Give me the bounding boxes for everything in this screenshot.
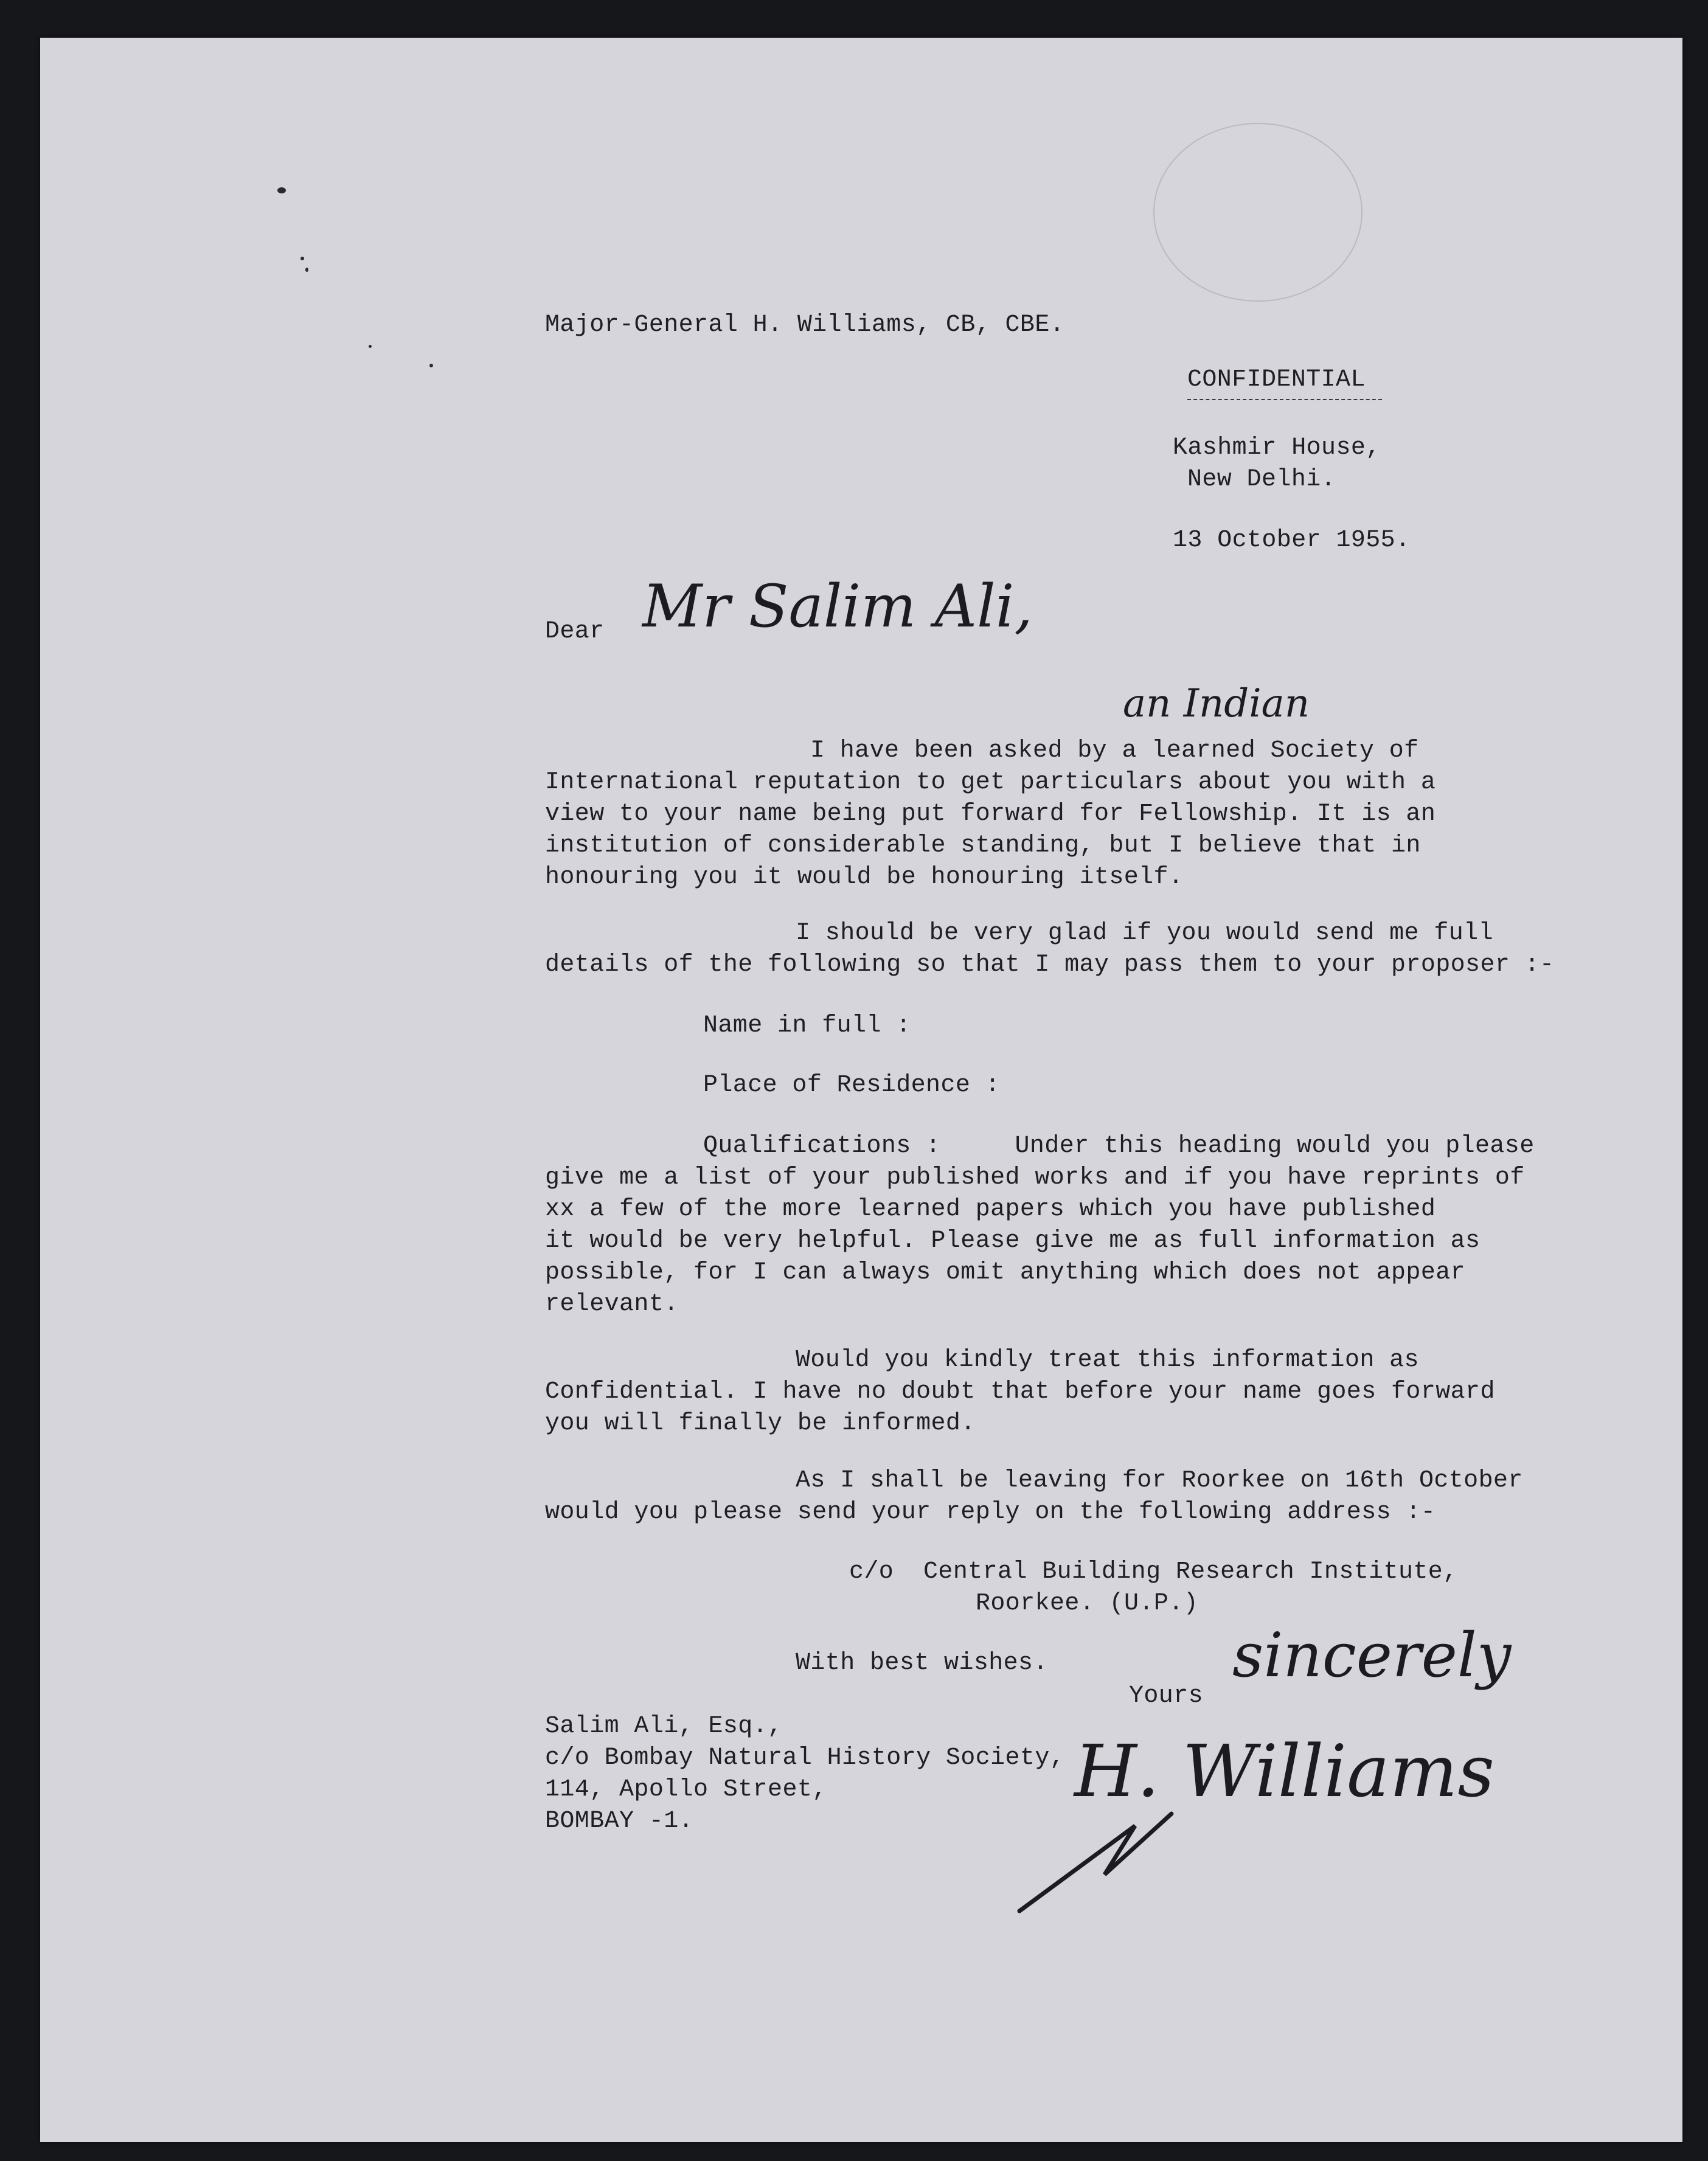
sender-address-line2: New Delhi. bbox=[1187, 466, 1336, 493]
para4-line3: you will finally be informed. bbox=[545, 1410, 976, 1437]
para1-line5: honouring you it would be honouring itself. bbox=[545, 864, 1184, 891]
field-name-in-full: Name in full : bbox=[703, 1012, 911, 1039]
para4-line2: Confidential. I have no doubt that before your name goes forward bbox=[545, 1378, 1495, 1406]
para1-line1: I have been asked by a learned Society of bbox=[810, 737, 1419, 765]
para1-line4: institution of considerable standing, but I believe that in bbox=[545, 832, 1421, 859]
qualifications-line1: Qualifications : Under this heading would you please bbox=[703, 1133, 1535, 1160]
closing-best-wishes: With best wishes. bbox=[796, 1649, 1048, 1677]
recipient-line4: BOMBAY -1. bbox=[545, 1808, 694, 1835]
reply-address-line1: c/o Central Building Research Institute, bbox=[849, 1558, 1458, 1586]
ink-speck bbox=[277, 187, 286, 193]
sender-name: Major-General H. Williams, CB, CBE. bbox=[545, 311, 1065, 339]
ink-speck bbox=[369, 345, 372, 348]
classification-underline bbox=[1187, 399, 1382, 400]
field-place-of-residence: Place of Residence : bbox=[703, 1072, 1001, 1099]
para4-line1: Would you kindly treat this information as bbox=[796, 1347, 1419, 1374]
para1-line3: view to your name being put forward for Fellowship. It is an bbox=[545, 800, 1436, 828]
para2-line1: I should be very glad if you would send me full bbox=[796, 920, 1493, 947]
sender-address-line1: Kashmir House, bbox=[1173, 434, 1381, 462]
ink-speck bbox=[300, 257, 304, 260]
qualifications-line2: give me a list of your published works and if you have reprints of bbox=[545, 1164, 1525, 1191]
handwritten-insertion: an Indian bbox=[1123, 681, 1310, 726]
recipient-line1: Salim Ali, Esq., bbox=[545, 1713, 783, 1740]
postmark-stamp bbox=[1153, 123, 1363, 302]
ink-speck bbox=[305, 268, 308, 272]
qualifications-line5: possible, for I can always omit anything which does not appear bbox=[545, 1259, 1466, 1286]
qualifications-line3: xx a few of the more learned papers which you have published bbox=[545, 1196, 1436, 1223]
para1-line2: International reputation to get particulars about you with a bbox=[545, 769, 1436, 796]
recipient-line2: c/o Bombay Natural History Society, bbox=[545, 1744, 1065, 1772]
letter-date: 13 October 1955. bbox=[1173, 527, 1411, 554]
para5-line1: As I shall be leaving for Roorkee on 16th October bbox=[796, 1467, 1523, 1494]
signature-name: H. Williams bbox=[1074, 1729, 1494, 1813]
salutation-dear: Dear bbox=[545, 618, 605, 645]
qualifications-line4: it would be very helpful. Please give me as full information as bbox=[545, 1227, 1481, 1255]
para5-line2: would you please send your reply on the following address :- bbox=[545, 1499, 1436, 1526]
closing-yours: Yours bbox=[1129, 1682, 1204, 1710]
para2-line2: details of the following so that I may pass them to your proposer :- bbox=[545, 951, 1555, 979]
qualifications-line6: relevant. bbox=[545, 1291, 679, 1318]
recipient-line3: 114, Apollo Street, bbox=[545, 1776, 827, 1803]
ink-speck bbox=[429, 364, 433, 367]
classification-label: CONFIDENTIAL bbox=[1187, 366, 1366, 394]
signature-sincerely: sincerely bbox=[1232, 1620, 1512, 1691]
signature-flourish bbox=[1013, 1802, 1196, 1923]
letter-page bbox=[40, 38, 1682, 2142]
reply-address-line2: Roorkee. (U.P.) bbox=[976, 1590, 1199, 1617]
handwritten-salutation: Mr Salim Ali, bbox=[642, 572, 1033, 640]
